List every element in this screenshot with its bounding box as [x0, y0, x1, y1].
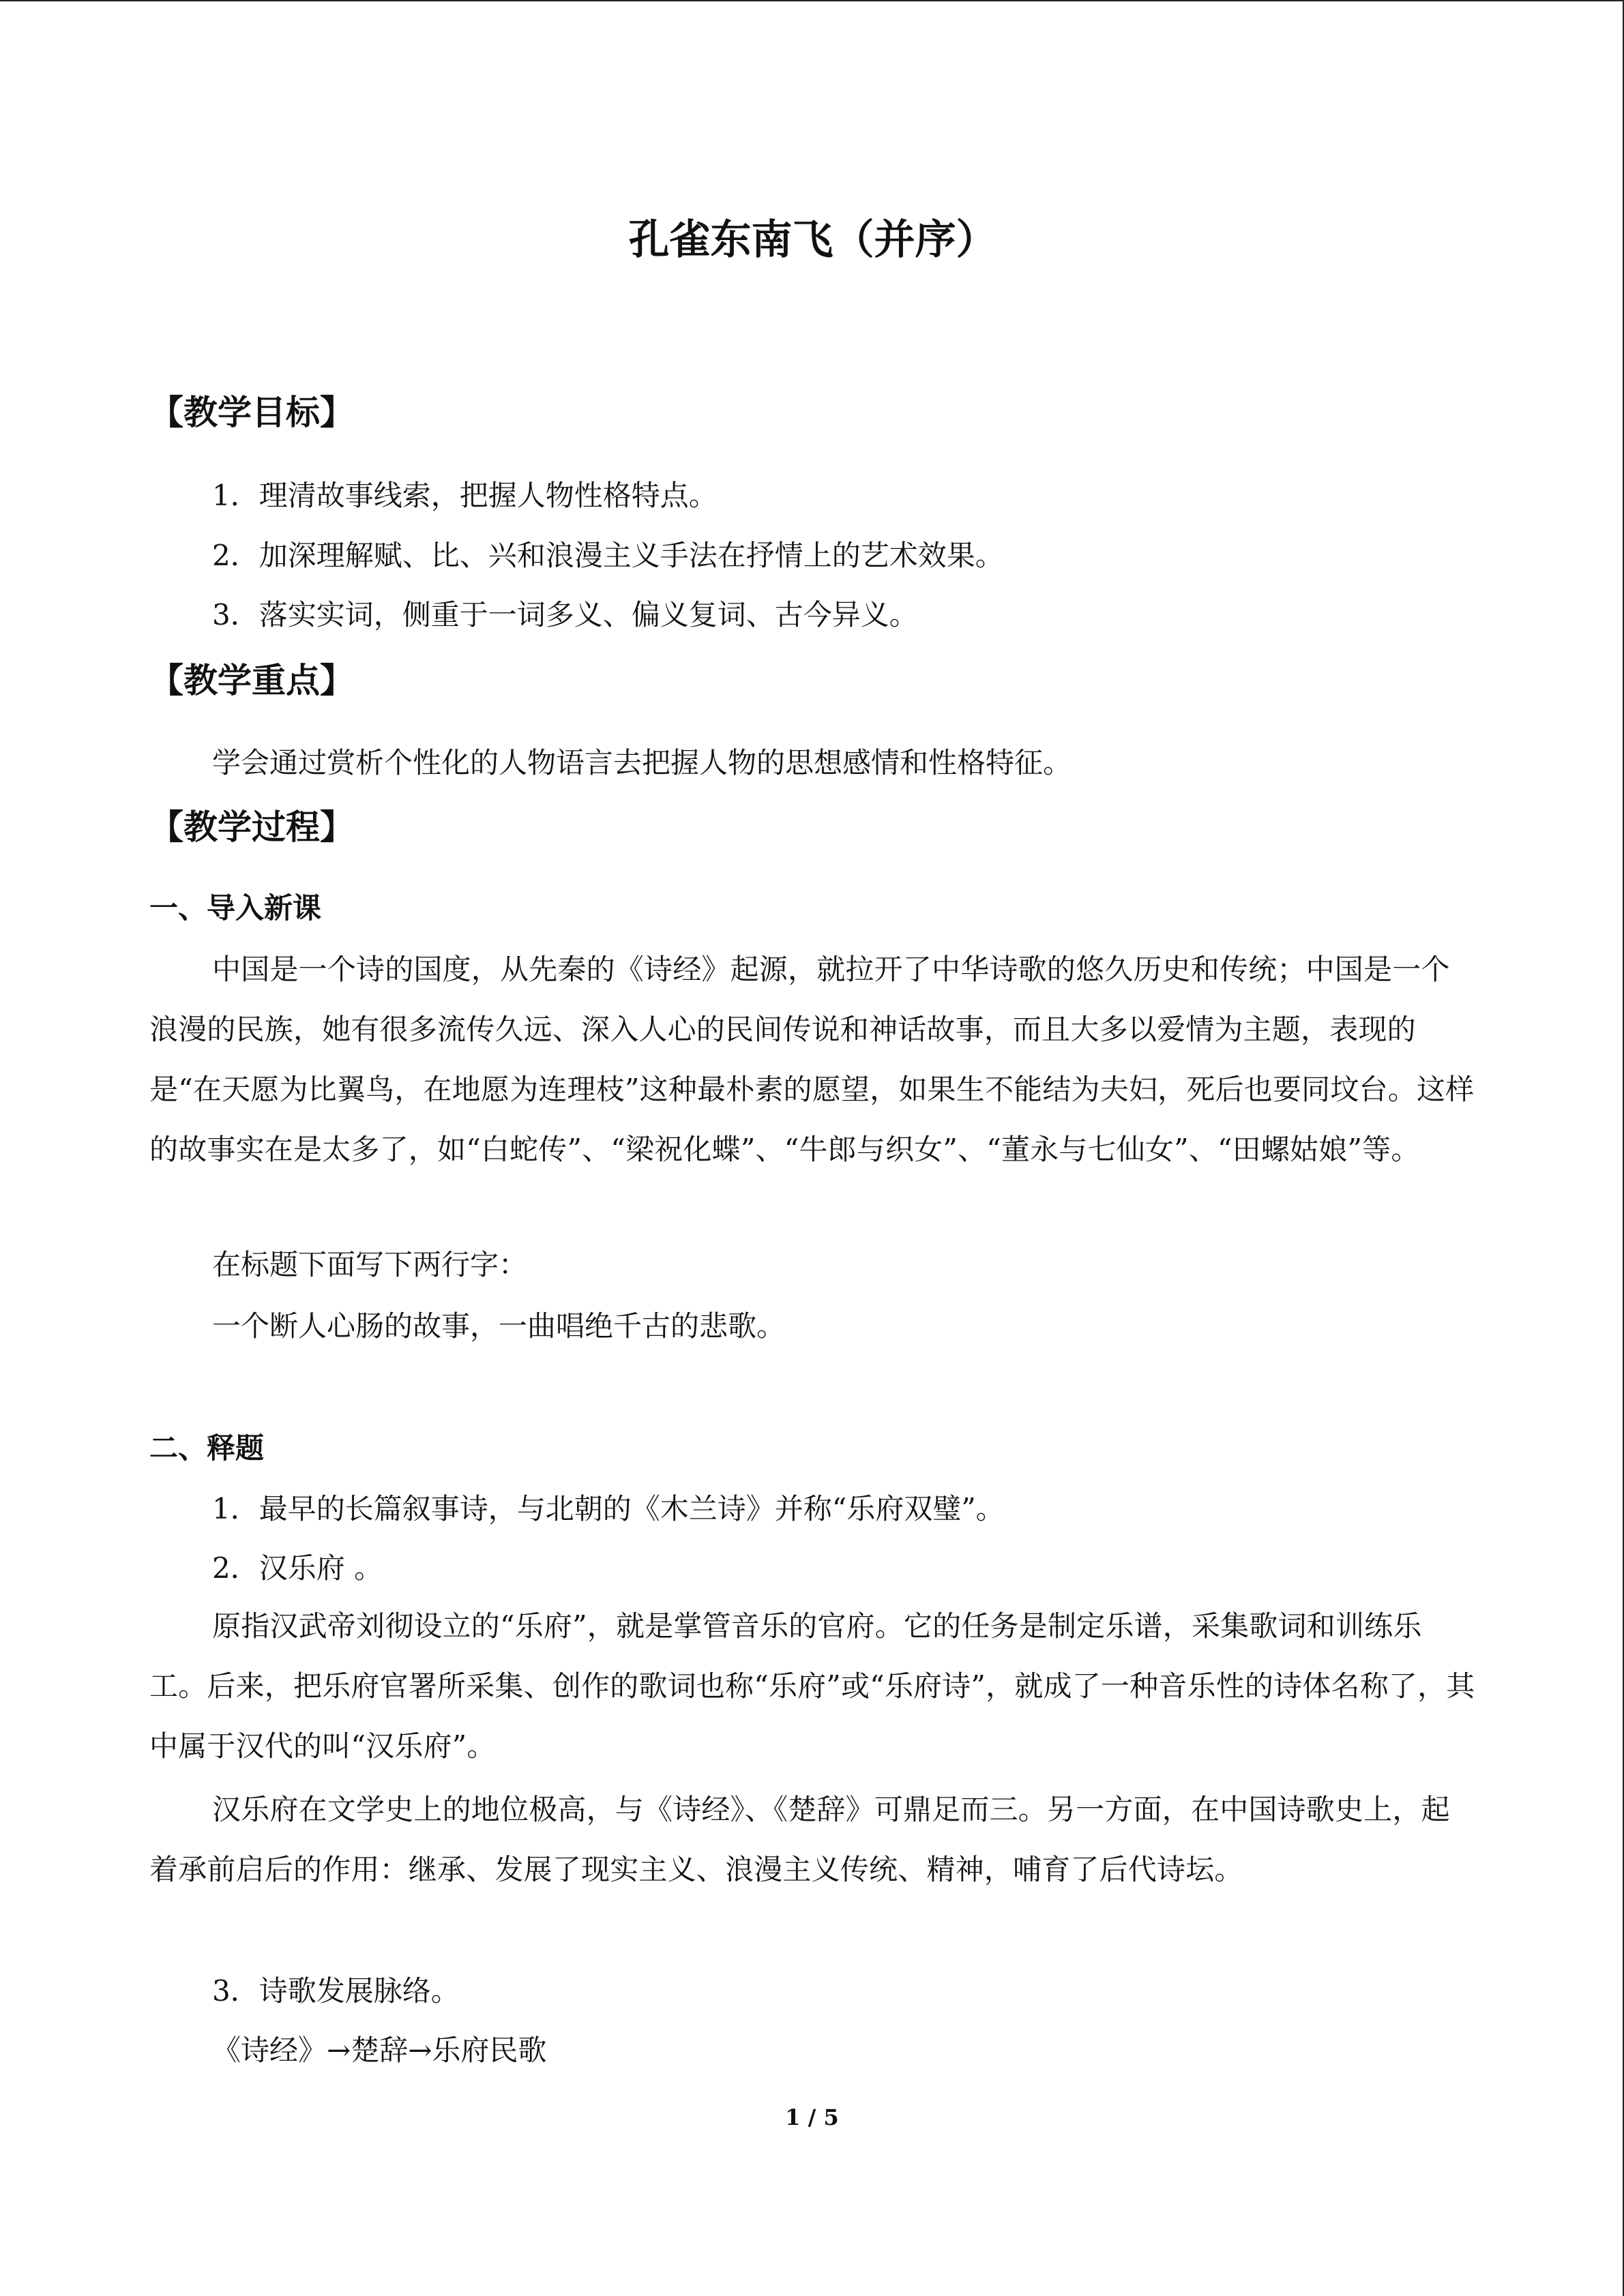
explanation-item-3: 3．诗歌发展脉络。 [212, 1974, 460, 2008]
han-yuefu-paragraph: 汉乐府在文学史上的地位极高，与《诗经》、《楚辞》可鼎足而三。另一方面，在中国诗歌史上，起着承前启后的作用：继承、发展了现实主义、浪漫主义传统、精神，哺育了后代诗坛。 [149, 1793, 1450, 1886]
yuefu-paragraph: 原指汉武帝刘彻设立的“乐府”，就是掌管音乐的官府。它的任务是制定乐谱，采集歌词和训练乐工。后来，把乐府官署所采集、创作的歌词也称“乐府”或“乐府诗”，就成了一种音乐性的诗体名称了，其中属于汉代的叫“汉乐府”。 [149, 1609, 1475, 1763]
focus-text: 学会通过赏析个性化的人物语言去把握人物的思想感情和性格特征。 [212, 746, 1072, 779]
document-page [149, 0, 1476, 2296]
intro-paragraph: 中国是一个诗的国度，从先秦的《诗经》起源，就拉开了中华诗歌的悠久历史和传统；中国是一个浪漫的民族，她有很多流传久远、深入人心的民间传说和神话故事，而且大多以爱情为主题，表现的是“在天愿为比翼鸟，在地愿为连理枝”这种最朴素的愿望，如果生不能结为夫妇，死后也要同坟台。这样的故事实在是太多了，如“白蛇传”、“梁祝化蝶”、“牛郎与织女”、“董永与七仙女”、“田螺姑娘”等。 [149, 953, 1475, 1166]
page-number: 1 / 5 [785, 2104, 839, 2130]
document-title: 孔雀东南飞（并序） [628, 216, 997, 264]
intro-instruction: 在标题下面写下两行字： [212, 1248, 528, 1281]
objective-item-3: 3．落实实词，侧重于一词多义、偏义复词、古今异义。 [212, 598, 918, 631]
objective-item-1: 1．理清故事线索，把握人物性格特点。 [212, 479, 718, 512]
explanation-item-1: 1．最早的长篇叙事诗，与北朝的《木兰诗》并称“乐府双璧”。 [212, 1492, 1005, 1525]
objectives-heading: 【教学目标】 [149, 393, 354, 432]
intro-quote: 一个断人心肠的故事，一曲唱绝千古的悲歌。 [212, 1309, 786, 1343]
process-heading: 【教学过程】 [149, 807, 354, 847]
explanation-heading: 二、释题 [149, 1431, 265, 1465]
explanation-item-2: 2．汉乐府 。 [212, 1551, 383, 1585]
poetry-lineage: 《诗经》→楚辞→乐府民歌 [212, 2033, 547, 2067]
intro-heading: 一、导入新课 [149, 891, 322, 925]
objective-item-2: 2．加深理解赋、比、兴和浪漫主义手法在抒情上的艺术效果。 [212, 539, 1004, 572]
focus-heading: 【教学重点】 [149, 661, 354, 700]
